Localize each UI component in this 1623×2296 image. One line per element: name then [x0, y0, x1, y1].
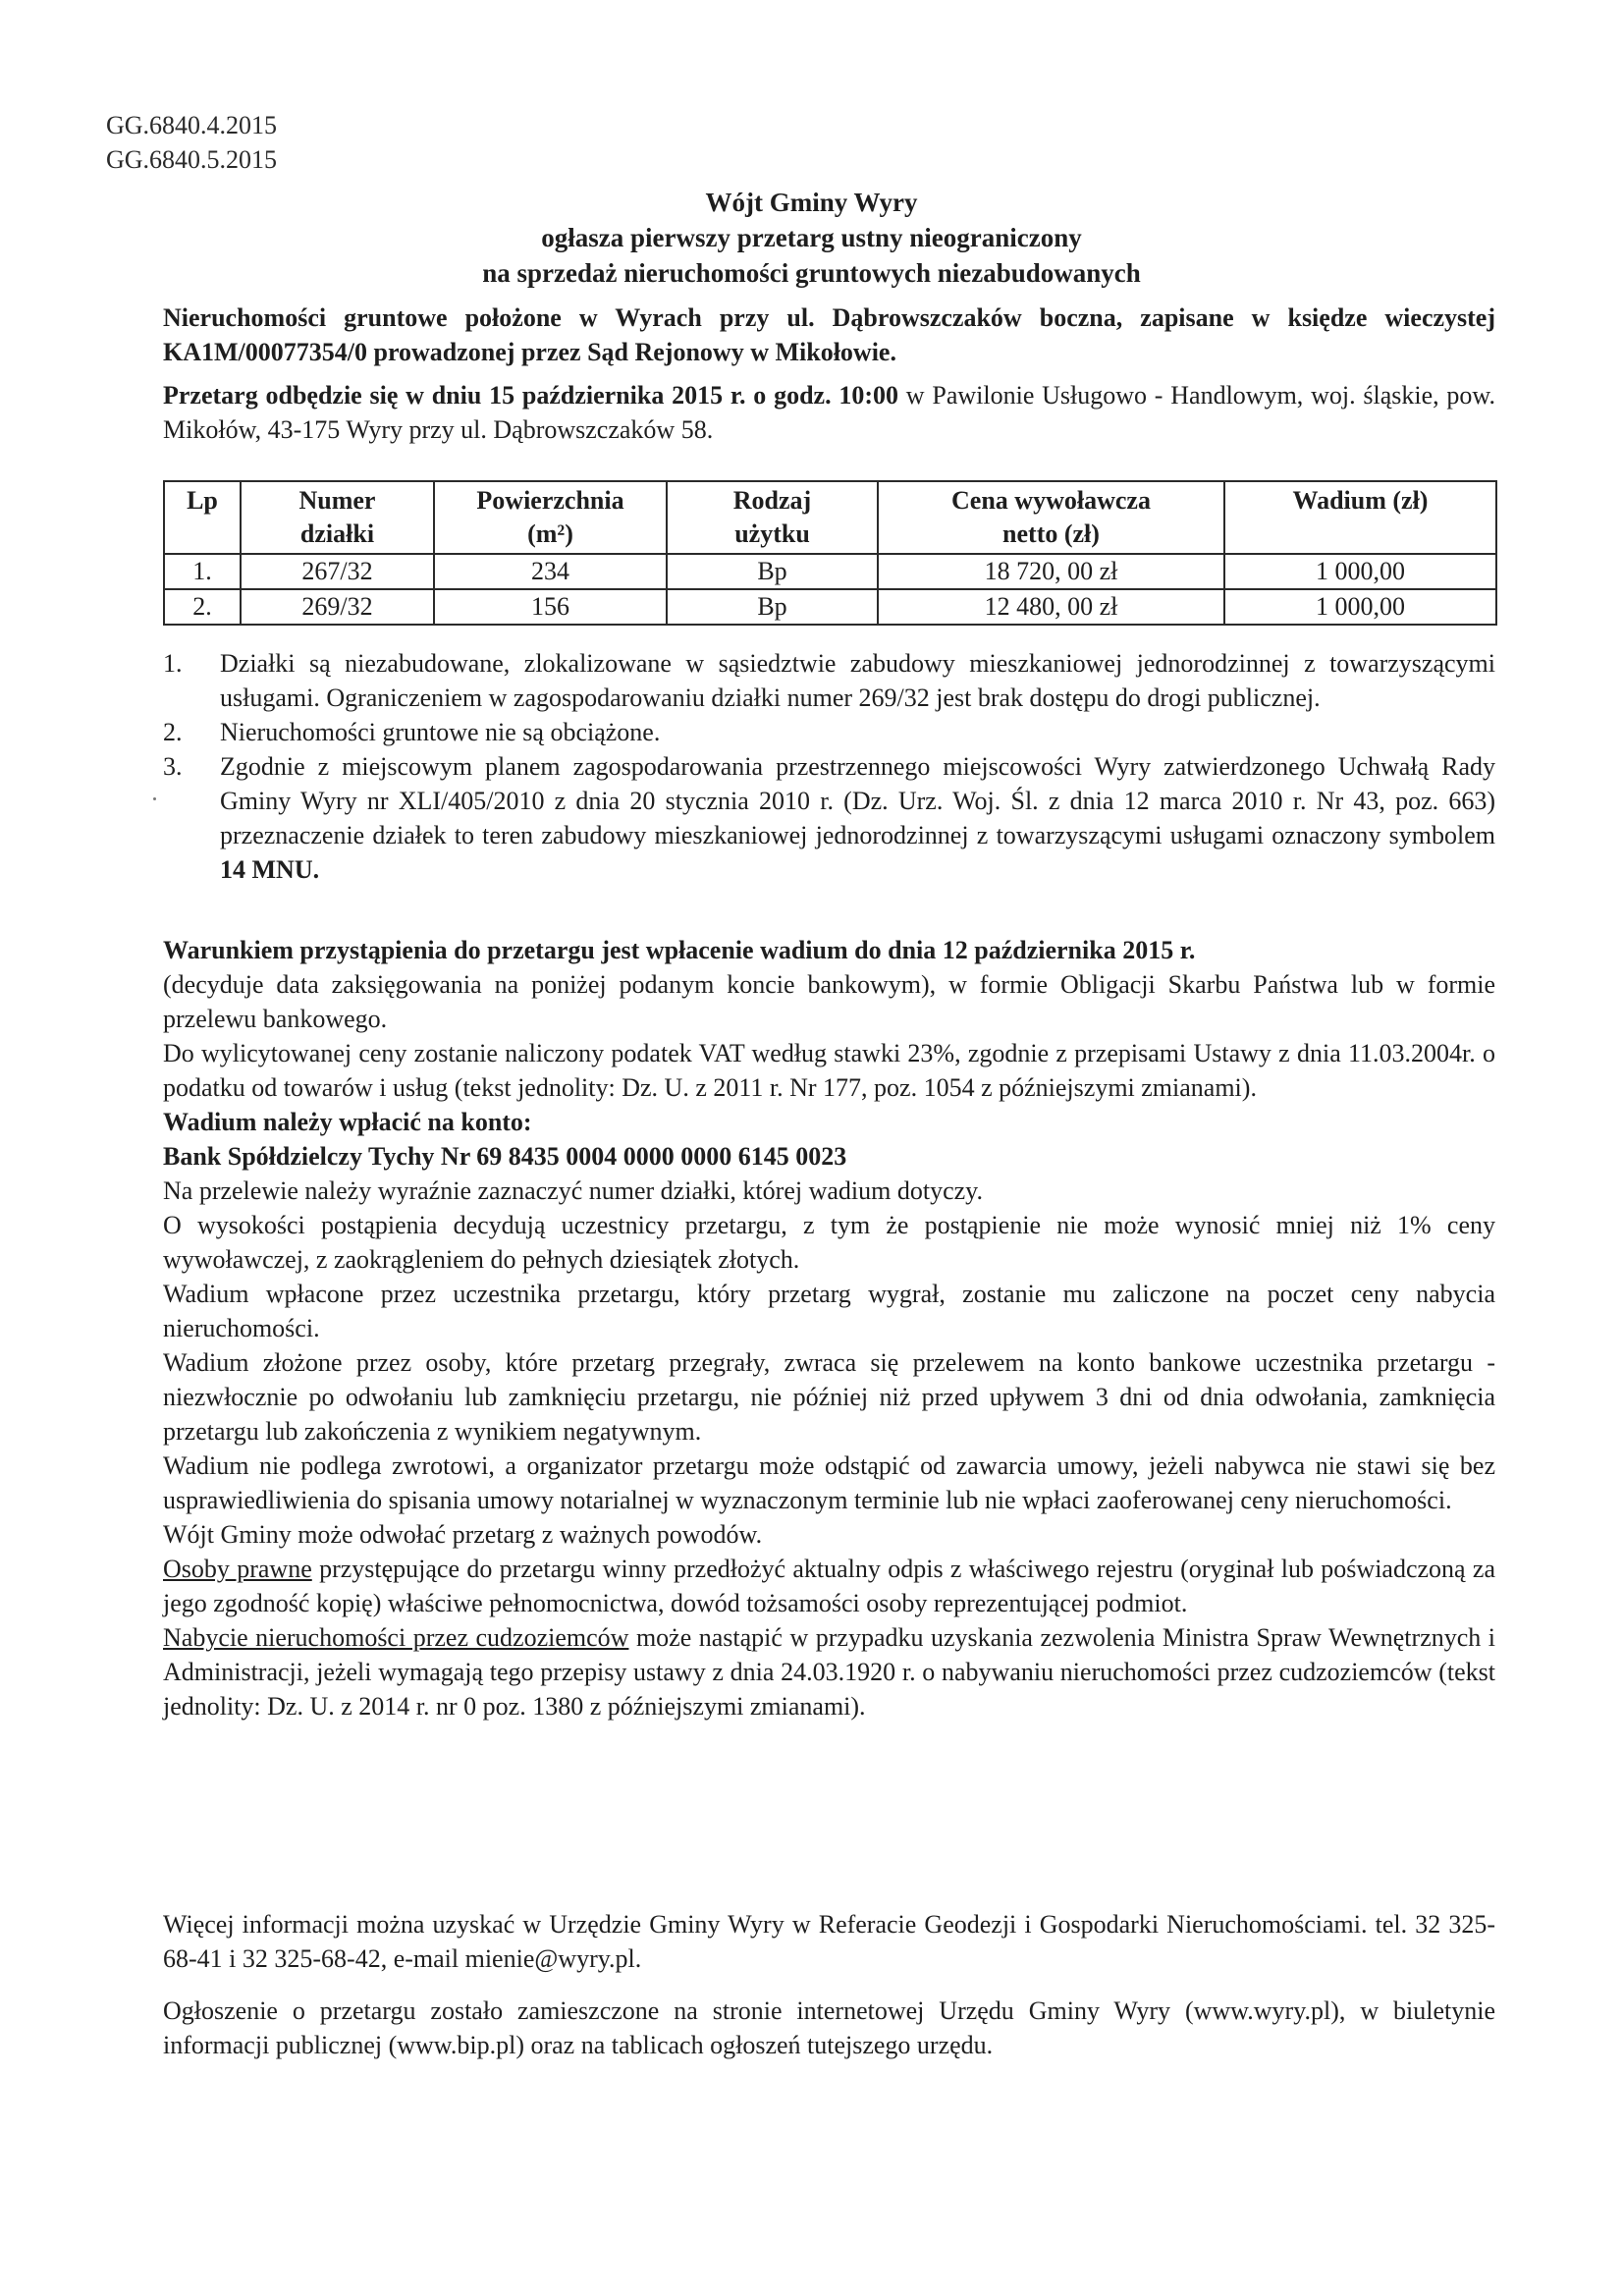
cell-area: 234 — [434, 554, 667, 589]
deposit-refund-note: Wadium złożone przez osoby, które przetarg przegrały, zwraca się przelewem na konto bankowe uczestnika przetargu - niezwłocznie po odwołaniu lub zamknięciu przetargu, nie później niż przed upływem 3 dni od dnia odwołania, zamknięcia przetargu lub zakończenia z wynikiem negatywnym. — [163, 1348, 1495, 1446]
cancellation-note: Wójt Gminy może odwołać przetarg z ważnych powodów. — [163, 1520, 763, 1549]
vat-note: Do wylicytowanej ceny zostanie naliczony podatek VAT według stawki 23%, zgodnie z przepisami Ustawy z dnia 11.03.2004r. o podatku od towarów i usług (tekst jednolity: Dz. U. z 2011 r. Nr 177, poz. 1054 z późniejszymi zmianami). — [163, 1039, 1495, 1102]
cell-land-use: Bp — [667, 554, 878, 589]
deposit-section — [163, 933, 1495, 1723]
publication-note: Ogłoszenie o przetargu zostało zamieszczone na stronie internetowej Urzędu Gminy Wyry (www.wyry.pl), w biuletynie informacji publicznej (www.bip.pl) oraz na tablicach ogłoszeń tutejszego urzędu. — [163, 1996, 1495, 2059]
title-line-announcement: ogłasza pierwszy przetarg ustny nieograniczony — [541, 223, 1082, 252]
deposit-condition: Warunkiem przystąpienia do przetargu jest wpłacenie wadium do dnia 12 października 2015 r. — [163, 936, 1196, 964]
zoning-symbol: 14 MNU. — [220, 855, 320, 884]
scan-mark — [153, 797, 156, 800]
transfer-note: Na przelewie należy wyraźnie zaznaczyć numer działki, której wadium dotyczy. — [163, 1176, 983, 1205]
document-title — [0, 185, 1623, 291]
foreigners-label: Nabycie nieruchomości przez cudzoziemców — [163, 1623, 629, 1652]
note-text: Zgodnie z miejscowym planem zagospodarowania przestrzennego miejscowości Wyry zatwierdzonego Uchwałą Rady Gminy Wyry nr XLI/405/2010 z dnia 20 stycznia 2010 r. (Dz. Urz. Woj. Śl. z dnia 12 marca 2010 r. Nr 43, poz. 663) przeznaczenie działek to teren zabudowy mieszkaniowej jednorodzinnej z towarzyszącymi usługami oznaczony symbolem 14 MNU. — [220, 752, 1495, 884]
cell-plot-number: 269/32 — [241, 589, 434, 625]
property-description: Nieruchomości gruntowe położone w Wyrach przy ul. Dąbrowszczaków boczna, zapisane w księdze wieczystej KA1M/00077354/0 prowadzonej przez Sąd Rejonowy w Mikołowie. — [163, 303, 1495, 366]
cell-lp: 2. — [164, 589, 241, 625]
note-item — [163, 646, 1495, 715]
contact-info: Więcej informacji można uzyskać w Urzędzie Gminy Wyry w Referacie Geodezji i Gospodarki Nieruchomościami. tel. 32 325-68-41 i 32 325-68-42, e-mail mienie@wyry.pl. — [163, 1910, 1495, 1973]
auction-details — [163, 378, 1495, 447]
bank-account-number: Bank Spółdzielczy Tychy Nr 69 8435 0004 0000 0000 6145 0023 — [163, 1142, 847, 1171]
cell-deposit: 1 000,00 — [1224, 589, 1496, 625]
cell-plot-number: 267/32 — [241, 554, 434, 589]
cell-starting-price: 18 720, 00 zł — [878, 554, 1224, 589]
auction-location: w Pawilonie Usługowo - Handlowym, woj. śląskie, pow. Mikołów, 43-175 Wyry przy ul. Dąbrowszczaków 58. — [163, 381, 1495, 444]
plots-table — [163, 480, 1497, 626]
header-plot-number: Numer działki — [241, 481, 434, 554]
note-number: 3. — [163, 752, 183, 781]
notes-list — [163, 646, 1495, 887]
title-line-subject: na sprzedaż nieruchomości gruntowych niezabudowanych — [482, 258, 1141, 288]
header-land-use: Rodzaj użytku — [667, 481, 878, 554]
note-text: Działki są niezabudowane, zlokalizowane w sąsiedztwie zabudowy mieszkaniowej jednorodzinnej z towarzyszącymi usługami. Ograniczeniem w zagospodarowaniu działki numer 269/32 jest brak dostępu do drogi publicznej. — [220, 649, 1495, 712]
note-item — [163, 715, 1495, 749]
note-number: 1. — [163, 649, 183, 678]
note-text: Nieruchomości gruntowe nie są obciążone. — [220, 718, 661, 746]
deposit-condition-details: (decyduje data zaksięgowania na poniżej podanym koncie bankowym), w formie Obligacji Skarbu Państwa lub w formie przelewu bankowego. — [163, 970, 1495, 1033]
cell-area: 156 — [434, 589, 667, 625]
note-number: 2. — [163, 718, 183, 746]
bid-increment-note: O wysokości postąpienia decydują uczestnicy przetargu, z tym że postąpienie nie może wynosić mniej niż 1% ceny wywoławczej, z zaokrągleniem do pełnych dziesiątek złotych. — [163, 1211, 1495, 1274]
cell-lp: 1. — [164, 554, 241, 589]
cell-land-use: Bp — [667, 589, 878, 625]
case-reference-2: GG.6840.5.2015 — [106, 145, 278, 174]
foreigners-note: Nabycie nieruchomości przez cudzoziemców może nastąpić w przypadku uzyskania zezwolenia Ministra Spraw Wewnętrznych i Administracji, jeżeli wymagają tego przepisy ustawy z dnia 24.03.1920 r. o nabywaniu nieruchomości przez cudzoziemców (tekst jednolity: Dz. U. z 2014 r. nr 0 poz. 1380 z późniejszymi zmianami). — [163, 1623, 1496, 1721]
note-item — [163, 749, 1495, 887]
cell-deposit: 1 000,00 — [1224, 554, 1496, 589]
header-area: Powierzchnia (m²) — [434, 481, 667, 554]
cell-starting-price: 12 480, 00 zł — [878, 589, 1224, 625]
header-lp: Lp — [164, 481, 241, 554]
table-row — [164, 589, 1496, 625]
deposit-forfeit-note: Wadium nie podlega zwrotowi, a organizator przetargu może odstąpić od zawarcia umowy, jeżeli nabywca nie stawi się bez usprawiedliwienia do spisania umowy notarialnej w wyznaczonym terminie lub nie wpłaci zaoferowanej ceny nieruchomości. — [163, 1451, 1495, 1514]
header-starting-price: Cena wywoławcza netto (zł) — [878, 481, 1224, 554]
table-row — [164, 554, 1496, 589]
auction-date-time: Przetarg odbędzie się w dniu 15 października 2015 r. o godz. 10:00 — [163, 381, 899, 410]
title-line-issuer: Wójt Gminy Wyry — [705, 188, 918, 217]
header-deposit: Wadium (zł) — [1224, 481, 1496, 554]
table-header-row — [164, 481, 1496, 554]
winner-deposit-note: Wadium wpłacone przez uczestnika przetargu, który przetarg wygrał, zostanie mu zaliczone na poczet ceny nabycia nieruchomości. — [163, 1280, 1495, 1342]
case-reference-1: GG.6840.4.2015 — [106, 111, 278, 139]
account-heading: Wadium należy wpłacić na konto: — [163, 1108, 532, 1136]
legal-entities-note: Osoby prawne przystępujące do przetargu winny przedłożyć aktualny odpis z właściwego rejestru (oryginał lub poświadczoną za jego zgodność kopię) właściwe pełnomocnictwa, dowód tożsamości osoby reprezentującej podmiot. — [163, 1555, 1495, 1617]
legal-entities-label: Osoby prawne — [163, 1555, 312, 1583]
